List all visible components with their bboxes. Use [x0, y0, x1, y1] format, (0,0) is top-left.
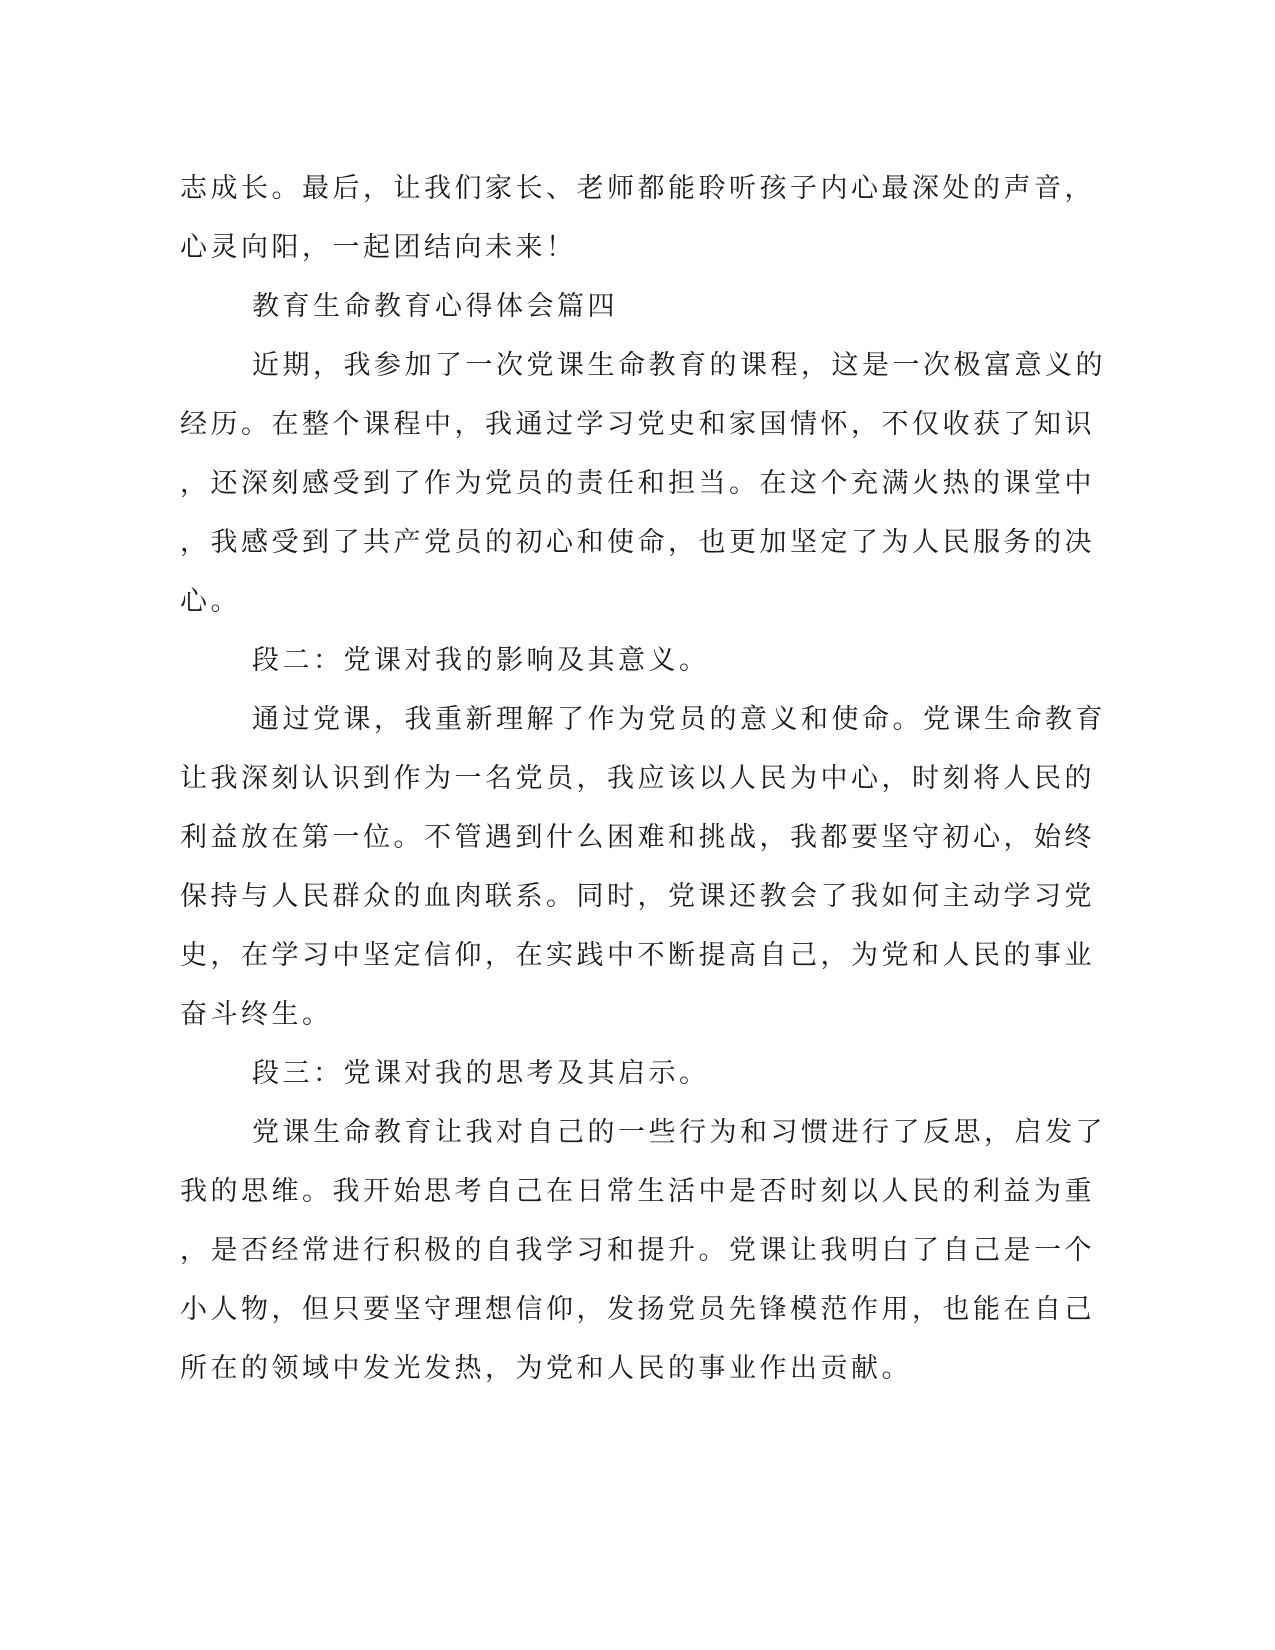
text-line: 利益放在第一位。不管遇到什么困难和挑战，我都要坚守初心，始终 [180, 822, 1095, 853]
text-line: 党课生命教育让我对自己的一些行为和习惯进行了反思，启发了 [252, 1117, 1106, 1148]
document-body [180, 159, 1106, 1398]
text-line: ，是否经常进行积极的自我学习和提升。党课让我明白了自己是一个 [180, 1235, 1095, 1266]
text-line: 近期，我参加了一次党课生命教育的课程，这是一次极富意义的 [252, 350, 1106, 381]
text-line: 我的思维。我开始思考自己在日常生活中是否时刻以人民的利益为重 [180, 1176, 1095, 1207]
text-line: ，我感受到了共产党员的初心和使命，也更加坚定了为人民服务的决 [180, 527, 1095, 558]
text-line: 心灵向阳，一起团结向未来！ [180, 232, 577, 263]
text-line: 心。 [180, 586, 241, 617]
text-line: 史，在学习中坚定信仰，在实践中不断提高自己，为党和人民的事业 [180, 940, 1095, 971]
text-line: 奋斗终生。 [180, 999, 333, 1030]
text-line: 所在的领域中发光发热，为党和人民的事业作出贡献。 [180, 1353, 912, 1384]
text-line: 让我深刻认识到作为一名党员，我应该以人民为中心，时刻将人民的 [180, 763, 1095, 794]
text-line: 教育生命教育心得体会篇四 [252, 291, 618, 322]
text-line: ，还深刻感受到了作为党员的责任和担当。在这个充满火热的课堂中 [180, 468, 1095, 499]
text-line: 通过党课，我重新理解了作为党员的意义和使命。党课生命教育 [252, 704, 1106, 735]
text-line: 保持与人民群众的血肉联系。同时，党课还教会了我如何主动学习党 [180, 881, 1095, 912]
text-line: 小人物，但只要坚守理想信仰，发扬党员先锋模范作用，也能在自己 [180, 1294, 1095, 1325]
text-line: 段三：党课对我的思考及其启示。 [252, 1058, 710, 1089]
text-line: 经历。在整个课程中，我通过学习党史和家国情怀，不仅收获了知识 [180, 409, 1095, 440]
text-line: 段二：党课对我的影响及其意义。 [252, 645, 710, 676]
text-line: 志成长。最后，让我们家长、老师都能聆听孩子内心最深处的声音， [180, 173, 1095, 204]
